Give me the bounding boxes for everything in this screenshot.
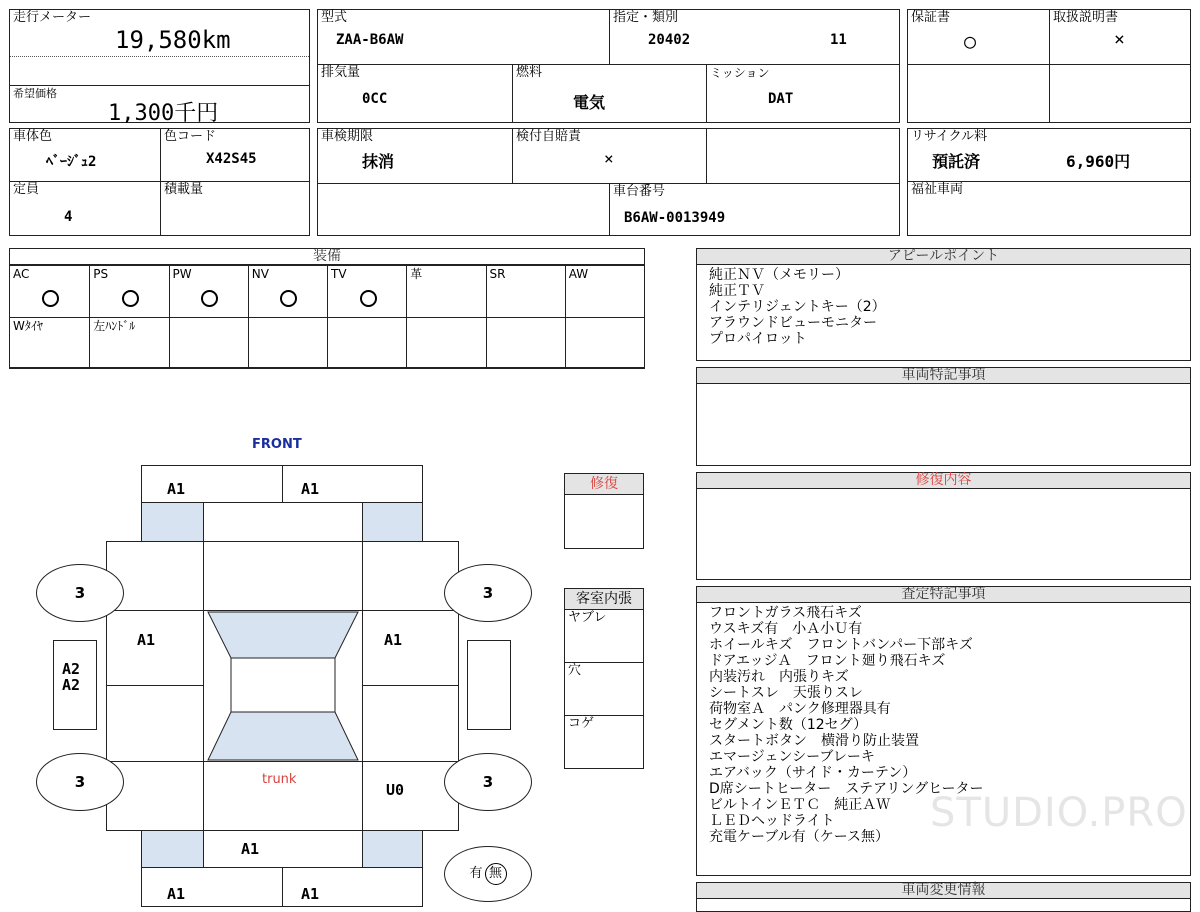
equipment-label: NV (251, 267, 269, 281)
equipment-cell (486, 317, 566, 368)
mark-left-door: A1 (137, 631, 156, 649)
recycle-status: 預託済 (932, 152, 981, 171)
inspection-value: 抹消 (362, 152, 395, 171)
mark-front-left: A1 (167, 480, 186, 498)
welfare-label: 福祉車両 (911, 182, 964, 197)
color-code-label: 色コード (164, 129, 217, 144)
mark-left-side-2: A2 (62, 676, 81, 694)
mileage-value: 19,580km (115, 26, 231, 54)
warranty-value: ○ (964, 29, 977, 53)
equipment-cell (486, 265, 566, 318)
appeal-text: 純正ＮＶ（メモリー） 純正ＴＶ インテリジェントキー（2） アラウンドビューモニター プロパイロット (709, 267, 886, 347)
equipment-label: Wﾀｲﾔ (13, 319, 43, 333)
equipment-cell (10, 265, 90, 318)
repair-box-title: 修復 (565, 474, 643, 495)
inspection-label: 車検期限 (321, 129, 374, 144)
model-label: 型式 (321, 10, 348, 25)
special-notes-title: 車両特記事項 (697, 368, 1190, 384)
mileage-price-block (9, 9, 310, 126)
manual-label: 取扱説明書 (1053, 10, 1119, 25)
equipment-check-circle-icon (280, 290, 297, 307)
insurance-value: × (604, 149, 614, 168)
tire-rear-right: 3 (444, 753, 532, 811)
appeal-panel (696, 248, 1191, 361)
designation-label: 指定・類別 (613, 10, 679, 25)
mark-rear: A1 (241, 840, 260, 858)
equipment-cell (327, 317, 407, 368)
equipment-check-circle-icon (201, 290, 218, 307)
designation-code1: 20402 (648, 32, 691, 48)
body-color-label: 車体色 (13, 129, 53, 144)
front-label: FRONT (252, 437, 302, 452)
capacity-value: 4 (64, 209, 73, 225)
capacity-label: 定員 (13, 182, 40, 197)
recycle-amount: 6,960円 (1066, 152, 1131, 171)
equipment-check-circle-icon (42, 290, 59, 307)
equipment-cell (169, 265, 249, 318)
car-diagram (0, 430, 560, 903)
appeal-title: アピールポイント (697, 249, 1190, 265)
equipment-label: 革 (410, 267, 423, 281)
model-value: ZAA-B6AW (336, 32, 404, 48)
tire-front-right: 3 (444, 564, 532, 622)
equipment-label: PS (93, 267, 109, 281)
change-info-title: 車両変更情報 (697, 883, 1190, 899)
equipment-cell (248, 265, 328, 318)
interior-box (564, 588, 644, 769)
equipment-check-circle-icon (122, 290, 139, 307)
mark-rear-bumper-left: A1 (167, 885, 186, 903)
spare-yes: 有 (469, 866, 483, 881)
displacement-value: 0CC (362, 91, 388, 107)
equipment-label: 左ﾊﾝﾄﾞﾙ (93, 319, 136, 333)
change-info-panel (696, 882, 1191, 912)
mileage-label: 走行メーター (13, 10, 92, 25)
designation-code2: 11 (830, 32, 847, 48)
price-value: 1,300千円 (108, 101, 219, 126)
assessment-title: 査定特記事項 (697, 587, 1190, 603)
warranty-label: 保証書 (911, 10, 951, 25)
equipment-cell (565, 317, 645, 368)
color-capacity-block (9, 128, 310, 236)
transmission-label: ミッション (710, 66, 770, 80)
manual-value: × (1114, 29, 1125, 50)
transmission-value: DAT (768, 91, 794, 107)
load-label: 積載量 (164, 182, 204, 197)
repair-content-title: 修復内容 (697, 473, 1190, 489)
fuel-label: 燃料 (516, 65, 543, 80)
interior-burn-label: コゲ (568, 716, 595, 731)
mark-right-door: A1 (384, 631, 403, 649)
equipment-cell (327, 265, 407, 318)
mark-left-side-1: A2 (62, 660, 81, 678)
spare-tire (444, 846, 532, 902)
displacement-label: 排気量 (321, 65, 361, 80)
chassis-value: B6AW-0013949 (624, 210, 726, 226)
equipment-block (9, 248, 645, 369)
equipment-cell (10, 317, 90, 368)
interior-box-title: 客室内張 (565, 589, 643, 610)
equipment-label: PW (172, 267, 192, 281)
equipment-label: TV (331, 267, 347, 281)
recycle-label: リサイクル料 (911, 129, 988, 144)
mark-front-right: A1 (301, 480, 320, 498)
equipment-cell (565, 265, 645, 318)
color-code-value: X42S45 (206, 151, 257, 167)
cabin-glass (203, 610, 363, 762)
spare-no: 無 (485, 863, 507, 885)
recycle-block (907, 128, 1191, 236)
equipment-label: AW (568, 267, 589, 281)
price-label: 希望価格 (13, 87, 57, 100)
repair-box (564, 473, 644, 549)
interior-hole-label: 穴 (568, 663, 582, 678)
body-color-value: ﾍﾞｰｼﾞｭ2 (46, 154, 97, 170)
tire-rear-left: 3 (36, 753, 124, 811)
equipment-cell (406, 265, 486, 318)
mark-rear-bumper-right: A1 (301, 885, 320, 903)
assessment-text: フロントガラス飛石キズ ウスキズ有 小Ａ小Ｕ有 ホイールキズ フロントバンパー下部キズ ドアエッジＡ フロント廻り飛石キズ 内装汚れ 内張りキズ シートスレ 天張りスレ 荷物室Ａ パンク修理器具有 セグメント数（12セグ） スタートボタン 横滑り防止装置 エマージェンシーブレーキ エアバック（サイド・カーテン） D席シートヒーター ステアリングヒーター ビルトインＥＴＣ 純正ＡＷ ＬＥＤヘッドライト 充電ケーブル有（ケース無） (709, 605, 984, 845)
fuel-value: 電気 (573, 93, 606, 112)
equipment-cell (89, 317, 169, 368)
documents-block (907, 9, 1191, 123)
watermark: STUDIO.PRO (930, 790, 1188, 836)
insurance-label: 検付自賠責 (516, 129, 582, 144)
equipment-title: 装備 (10, 249, 644, 265)
equipment-check-circle-icon (360, 290, 377, 307)
mark-right-rear: U0 (386, 781, 405, 799)
equipment-cell (89, 265, 169, 318)
equipment-cell (406, 317, 486, 368)
inspection-block (317, 128, 900, 236)
special-notes-panel (696, 367, 1191, 466)
spec-block (317, 9, 900, 123)
chassis-label: 車台番号 (613, 184, 666, 199)
equipment-label: SR (489, 267, 506, 281)
equipment-cell (169, 317, 249, 368)
tire-front-left: 3 (36, 564, 124, 622)
equipment-cell (248, 317, 328, 368)
repair-content-panel (696, 472, 1191, 580)
interior-tear-label: ヤブレ (568, 610, 607, 625)
trunk-label: trunk (262, 772, 297, 787)
equipment-label: AC (13, 267, 30, 281)
